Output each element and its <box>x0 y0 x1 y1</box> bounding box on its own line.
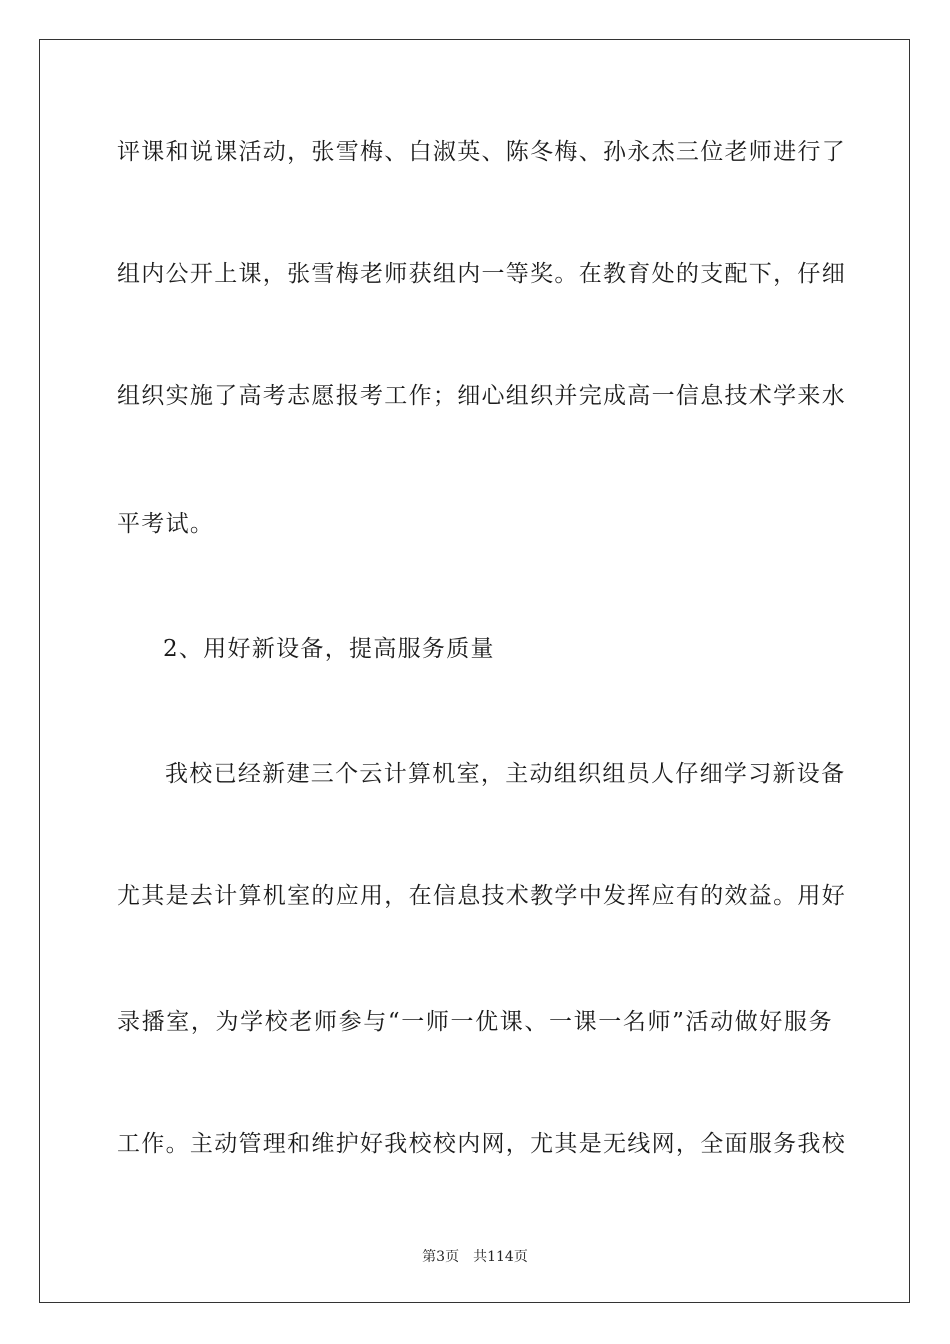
body-text-line: 平考试。 <box>117 511 215 537</box>
body-text-line: 评课和说课活动，张雪梅、白淑英、陈冬梅、孙永杰三位老师进行了 <box>117 139 846 165</box>
body-text-line: 工作。主动管理和维护好我校校内网，尤其是无线网，全面服务我校 <box>117 1131 846 1157</box>
body-text-line: 我校已经新建三个云计算机室，主动组织组员人仔细学习新设备 <box>165 761 846 787</box>
body-text-line: 组内公开上课，张雪梅老师获组内一等奖。在教育处的支配下，仔细 <box>117 261 846 287</box>
page-footer <box>0 1248 950 1266</box>
page-border <box>39 39 910 1303</box>
section-heading: 2、用好新设备，提高服务质量 <box>163 636 495 662</box>
page-number: 第3页 <box>422 1249 460 1265</box>
page-total: 共114页 <box>473 1249 528 1265</box>
body-text-line: 组织实施了高考志愿报考工作；细心组织并完成高一信息技术学来水 <box>117 383 846 409</box>
body-text-line: 尤其是去计算机室的应用，在信息技术教学中发挥应有的效益。用好 <box>117 883 846 909</box>
body-text-line: 录播室，为学校老师参与“一师一优课、一课一名师”活动做好服务 <box>117 1009 833 1035</box>
